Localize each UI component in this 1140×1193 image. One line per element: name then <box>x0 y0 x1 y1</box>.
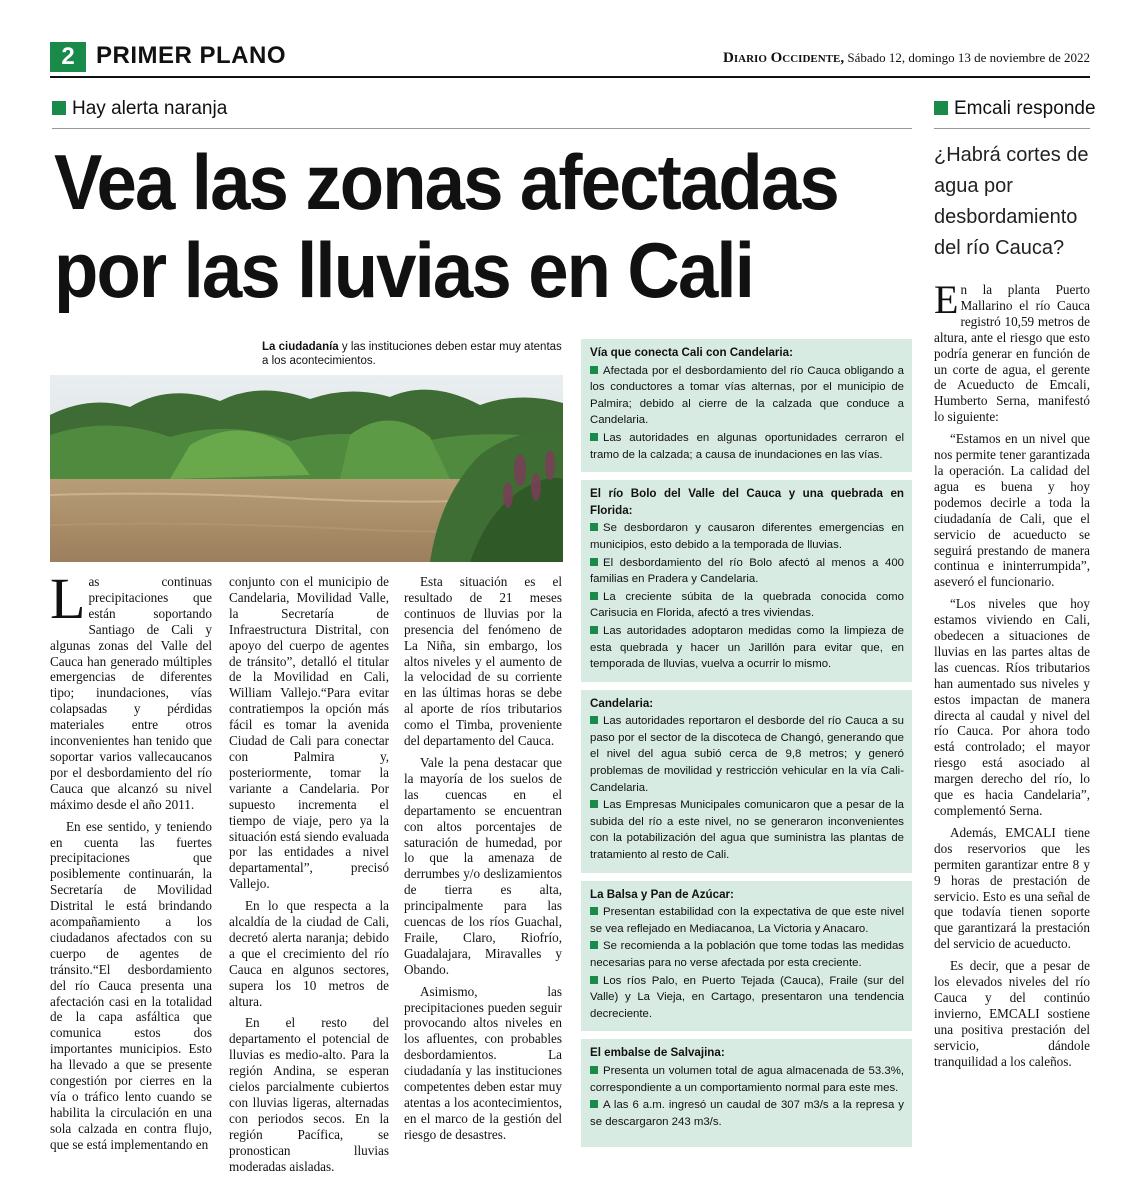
dropcap: E <box>934 277 959 322</box>
green-square-icon <box>934 101 948 115</box>
green-bullet-icon <box>590 907 598 915</box>
photo-caption <box>262 340 562 368</box>
green-bullet-icon <box>590 523 598 531</box>
sidebar-box-title: Vía que conecta Cali con Candelaria: <box>590 346 793 359</box>
sidebar-item <box>590 938 904 971</box>
sidebar-item <box>590 713 904 796</box>
emcali-paragraph-text: n la planta Puerto Mallarino el río Cauca registró 10,59 metros de altura, ante el riesgo que esto podría generar en función de un corte de agua, el gerente de Acueducto de Emcali, Humberto Serna, manifestó lo siguiente: <box>934 282 1090 425</box>
green-bullet-icon <box>590 433 598 441</box>
green-bullet-icon <box>590 592 598 600</box>
sidebar-item-text: A las 6 a.m. ingresó un caudal de 307 m3/s a la represa y se descargaron 243 m3/s. <box>590 1099 904 1128</box>
green-bullet-icon <box>590 976 598 984</box>
masthead <box>723 50 1090 66</box>
article-paragraph <box>50 566 212 813</box>
green-bullet-icon <box>590 716 598 724</box>
river-photo <box>50 375 563 562</box>
emcali-paragraph <box>934 277 1090 425</box>
sidebar-box <box>581 472 912 682</box>
green-bullet-icon <box>590 626 598 634</box>
headline-line-1: Vea las zonas afectadas <box>54 138 838 226</box>
green-bullet-icon <box>590 800 598 808</box>
newspaper-brand: Diario Occidente, <box>723 50 845 66</box>
sidebar-item <box>590 520 904 553</box>
green-bullet-icon <box>590 366 598 374</box>
affected-zones-sidebar <box>581 339 912 1147</box>
sidebar-box <box>581 339 912 472</box>
kicker-left <box>52 97 227 121</box>
sidebar-item <box>590 623 904 673</box>
sidebar-item-text: Presentan estabilidad con la expectativa de que este nivel se vea reflejado en Mediacanoa, La Victoria y Anacaro. <box>590 906 904 935</box>
emcali-paragraph: Es decir, que a pesar de los elevados niveles del río Cauca y del continúo invierno, EMCALI sostiene una positiva prestación del servicio, dándole tranquilidad a los caleños. <box>934 958 1090 1069</box>
river-photo-illustration <box>50 375 563 562</box>
issue-date: Sábado 12, domingo 13 de noviembre de 2022 <box>847 50 1090 65</box>
sidebar-item-text: Las autoridades en algunas oportunidades cerraron el tramo de la calzada; a causa de inundaciones en las vías. <box>590 431 904 461</box>
sidebar-item-text: Las autoridades reportaron el desborde del río Cauca a su paso por el sector de la discoteca de Changó, generando que el nivel del agua subió cerca de 9,8 metros; y generó problemas de movilidad y restricción vehicular en la vía Cali-Candelaria. <box>590 715 904 794</box>
green-square-icon <box>52 101 66 115</box>
kicker-right-text: Emcali responde <box>954 98 1096 119</box>
sidebar-box-title: El embalse de Salvajina: <box>590 1046 725 1060</box>
sidebar-box <box>581 1031 912 1139</box>
emcali-paragraph: “Estamos en un nivel que nos permite tener garantizada la operación. La calidad del agua es buena y hoy podemos decirle a toda la ciudadanía de Cali, que el servicio de acueducto se seguirá prestando de manera continua e ininterrumpida”, aseveró el funcionario. <box>934 431 1090 590</box>
green-bullet-icon <box>590 1066 598 1074</box>
kicker-left-text: Hay alerta naranja <box>72 98 228 119</box>
page-number: 2 <box>50 42 86 72</box>
section-title: PRIMER PLANO <box>96 42 287 69</box>
sidebar-item-text: Los ríos Palo, en Puerto Tejada (Cauca), Fraile (sur del Valle) y La Vieja, en Cartago, presentaron una tendencia decreciente. <box>590 974 904 1020</box>
sidebar-item <box>590 1097 904 1130</box>
sidebar-item-text: El desbordamiento del río Bolo afectó al menos a 400 familias en Pradera y Candelaria. <box>590 556 904 586</box>
article-paragraph-text: as continuas precipitaciones que están soportando Santiago de Cali y algunas zonas del Valle del Cauca han generado múltiples emergencias de diferentes tipo; inundaciones, vías colapsadas y pérdidas materiales entre otros inconvenientes han tenido que soportar varios vallecaucanos por el desbordamiento del río Cauca que alcanzó su nivel máximo desde el año 2011. <box>50 574 212 812</box>
header-rule <box>50 76 1090 78</box>
sidebar-box-title: El río Bolo del Valle del Cauca y una quebrada en Florida: <box>590 487 904 517</box>
sidebar-item <box>590 973 904 1023</box>
kicker-right <box>934 97 1096 121</box>
sidebar-item-text: Presenta un volumen total de agua almacenada de 53.3%, correspondiente a un comportamiento normal para este mes. <box>590 1064 904 1094</box>
sidebar-item <box>590 797 904 863</box>
article-column-3 <box>404 574 562 1149</box>
green-bullet-icon <box>590 1100 598 1108</box>
article-column-2 <box>229 574 389 1181</box>
sidebar-item-text: Afectada por el desbordamiento del río Cauca obligando a los conductores a tomar vías alternas, por el municipio de Palmira; debido al cierre de la calzada que conduce a Candelaria. <box>590 364 904 427</box>
dropcap: L <box>50 566 86 631</box>
article-paragraph: Esta situación es el resultado de 21 meses continuos de lluvias por la presencia del fenómeno de La Niña, sin embargo, los altos niveles y el aumento de la velocidad de su corriente en las últimas horas se debe al aporte de ríos tributarios como el Timba, proveniente del departamento del Cauca. <box>404 574 562 749</box>
sidebar-item <box>590 589 904 622</box>
article-paragraph: En lo que respecta a la alcaldía de la ciudad de Cali, decretó alerta naranja; debido a que el crecimiento del río Cauca en algunos sectores, supera los 10 metros de altura. <box>229 898 389 1009</box>
sidebar-item <box>590 363 904 429</box>
article-paragraph: En el resto del departamento el potencial de lluvias es medio-alto. Para la región Andina, se esperan cielos parcialmente cubiertos con lluvias ligeras, alternadas con periodos secos. En la región Pacífica, se pronostican lluvias moderadas aisladas. <box>229 1015 389 1174</box>
headline-line-2: por las lluvias en Cali <box>54 226 754 314</box>
green-bullet-icon <box>590 941 598 949</box>
sidebar-box <box>581 873 912 1032</box>
emcali-question: ¿Habrá cortes de agua por desbordamiento del río Cauca? <box>934 144 1089 259</box>
sidebar-box <box>581 682 912 873</box>
emcali-paragraph: Además, EMCALI tiene dos reservorios que les permiten garantizar entre 8 y 9 horas de prestación de servicio. Esto es una señal de que todavía tienen soporte que garantizará la prestación del servicio de acueducto. <box>934 824 1090 952</box>
headline <box>54 138 854 314</box>
caption-lead: La ciudadanía <box>262 341 339 353</box>
sidebar-item-text: Se desbordaron y causaron diferentes emergencias en municipios, esto debido a la temporada de lluvias. <box>590 522 904 551</box>
caption-rest: y las instituciones deben estar muy atentas a los acontecimientos. <box>262 341 562 367</box>
kicker-right-rule <box>934 128 1090 129</box>
sidebar-item <box>590 904 904 937</box>
article-paragraph: Vale la pena destacar que la mayoría de los suelos de las cuencas en el departamento se encuentran con altos porcentajes de saturación de humedad, por lo que la amenaza de derrumbes y/o deslizamientos de tierra es alta, principalmente para las cuencas de los ríos Guachal, Fraile, Claro, Riofrío, Guadalajara, Miravalles y Obando. <box>404 754 562 977</box>
article-paragraph: Asimismo, las precipitaciones pueden seguir provocando altos niveles en los afluentes, con probables desbordamientos. La ciudadanía y las instituciones competentes deben estar muy atentas a los acontecimientos, en el marco de la gestión del riesgo de desastres. <box>404 983 562 1142</box>
sidebar-box-title: La Balsa y Pan de Azúcar: <box>590 887 734 901</box>
sidebar-item-text: La creciente súbita de la quebrada conocida como Carisucia en Florida, afectó a tres viviendas. <box>590 590 904 620</box>
sidebar-item <box>590 555 904 588</box>
sidebar-box-title: Candelaria: <box>590 696 654 710</box>
emcali-column <box>934 277 1090 1076</box>
sidebar-item-text: Las autoridades adoptaron medidas como la limpieza de esta quebrada y hacer un Jarillón para evitar que, en temporada de lluvias, vuelva a ocurrir lo mismo. <box>590 624 904 671</box>
sidebar-item-text: Las Empresas Municipales comunicaron que a pesar de la subida del río a este nivel, no se generaron inconvenientes con la potabilización del agua que suministra las plantas de tratamiento al resto de Cali. <box>590 799 904 862</box>
kicker-left-rule <box>52 128 912 129</box>
sidebar-item <box>590 430 904 463</box>
green-bullet-icon <box>590 558 598 566</box>
article-paragraph: En ese sentido, y teniendo en cuenta las fuertes precipitaciones que posiblemente continuarán, la Secretaría de Movilidad Distrital le está brindando acompañamiento a los ciudadanos afectados con su cuerpo de agentes de tránsito.“El desbordamiento del río Cauca presenta una afectación casi en la totalidad de la capa asfáltica que comunica estos dos importantes municipios. Esto ha llevado a que se presente congestión por cierres en la vía o tráfico lento cuando se habilita la circulación en una sola calzada en contra flujo, que se está implementando en <box>50 818 212 1152</box>
emcali-paragraph: “Los niveles que hoy estamos viviendo en Cali, obedecen a situaciones de lluvias en las partes altas de las cuencas. Ríos tributarios han aumentado sus niveles y estos impactan de manera directa al caudal y nivel del río Cauca. Por ahora todo está controlado; el mayor riesgo está asociado al margen derecho del río, lo que es hacia Candelaria”, complementó Serna. <box>934 596 1090 818</box>
article-column-1 <box>50 566 212 1159</box>
sidebar-item <box>590 1063 904 1096</box>
sidebar-item-text: Se recomienda a la población que tome todas las medidas necesarias para no verse afectada por esta creciente. <box>590 940 904 969</box>
article-paragraph: conjunto con el municipio de Candelaria, Movilidad Valle, la Secretaría de Infraestructura Distrital, con apoyo del cuerpo de agentes de tránsito”, detalló el titular de la Movilidad en Cali, William Vallejo.“Para evitar contratiempos la opción más fácil es tomar la avenida Ciudad de Cali para conectar con Palmira y, posteriormente, tomar la variante a Candelaria. Por supuesto incrementa el tiempo de viaje, pero ya la situación está siendo evaluada por las entidades a nivel departamental”, precisó Vallejo. <box>229 574 389 892</box>
